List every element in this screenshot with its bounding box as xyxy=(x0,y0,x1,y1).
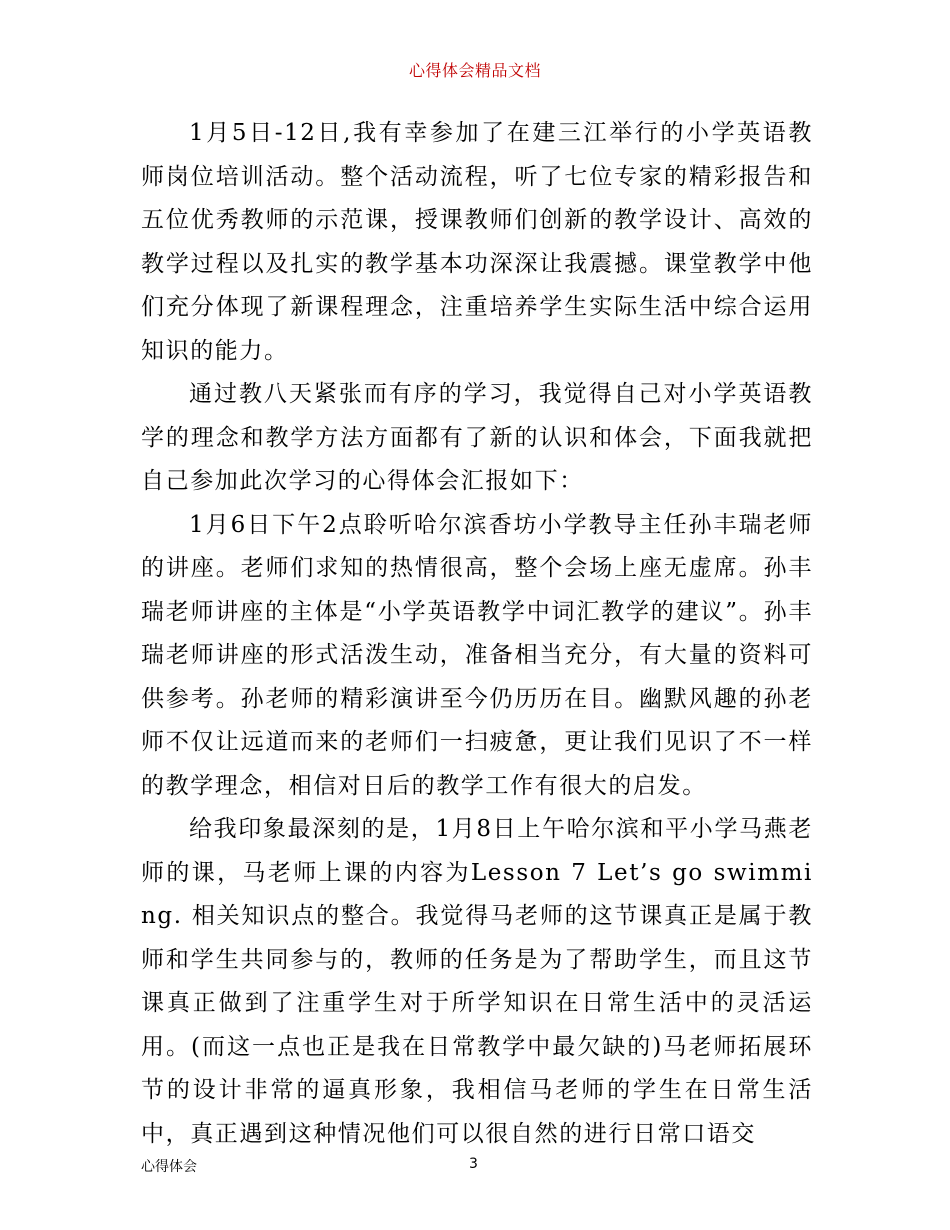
paragraph-demo-lesson: 给我印象最深刻的是，1月8日上午哈尔滨和平小学马燕老师的课，马老师上课的内容为Lesson 7 Let’s go swimming. 相关知识点的整合。我觉得马老师的这节课真正是属于教师和学生共同参与的，教师的任务是为了帮助学生，而且这节课真正做到了注重学生对于所学知识在日常生活中的灵活运用。(而这一点也正是我在日常教学中最欠缺的)马老师拓展环节的设计非常的逼真形象，我相信马老师的学生在日常生活中，真正遇到这种情况他们可以很自然的进行日常口语交 xyxy=(141,816,813,1147)
paragraph-training-intro: 1月5日-12日,我有幸参加了在建三江举行的小学英语教师岗位培训活动。整个活动流程，听了七位专家的精彩报告和五位优秀教师的示范课，授课教师们创新的教学设计、高效的教学过程以及扎实的教学基本功深深让我震撼。课堂教学中他们充分体现了新课程理念，注重培养学生实际生活中综合运用知识的能力。 xyxy=(141,120,813,364)
page-footer-label: 心得体会 xyxy=(141,1159,197,1175)
page-header-title: 心得体会精品文档 xyxy=(408,61,541,80)
paragraph-lecture-notes: 1月6日下午2点聆听哈尔滨香坊小学教导主任孙丰瑞老师的讲座。老师们求知的热情很高，整个会场上座无虚席。孙丰瑞老师讲座的主体是“小学英语教学中词汇教学的建议”。孙丰瑞老师讲座的形式活泼生动，准备相当充分，有大量的资料可供参考。孙老师的精彩演讲至今仍历历在目。幽默风趣的孙老师不仅让远道而来的老师们一扫疲惫，更让我们见识了不一样的教学理念，相信对日后的教学工作有很大的启发。 xyxy=(141,511,813,799)
document-body xyxy=(141,112,813,1156)
page-number: 3 xyxy=(469,1156,478,1172)
paragraph-learning-summary: 通过教八天紧张而有序的学习，我觉得自己对小学英语教学的理念和教学方法方面都有了新的认识和体会，下面我就把自己参加此次学习的心得体会汇报如下： xyxy=(141,381,813,494)
